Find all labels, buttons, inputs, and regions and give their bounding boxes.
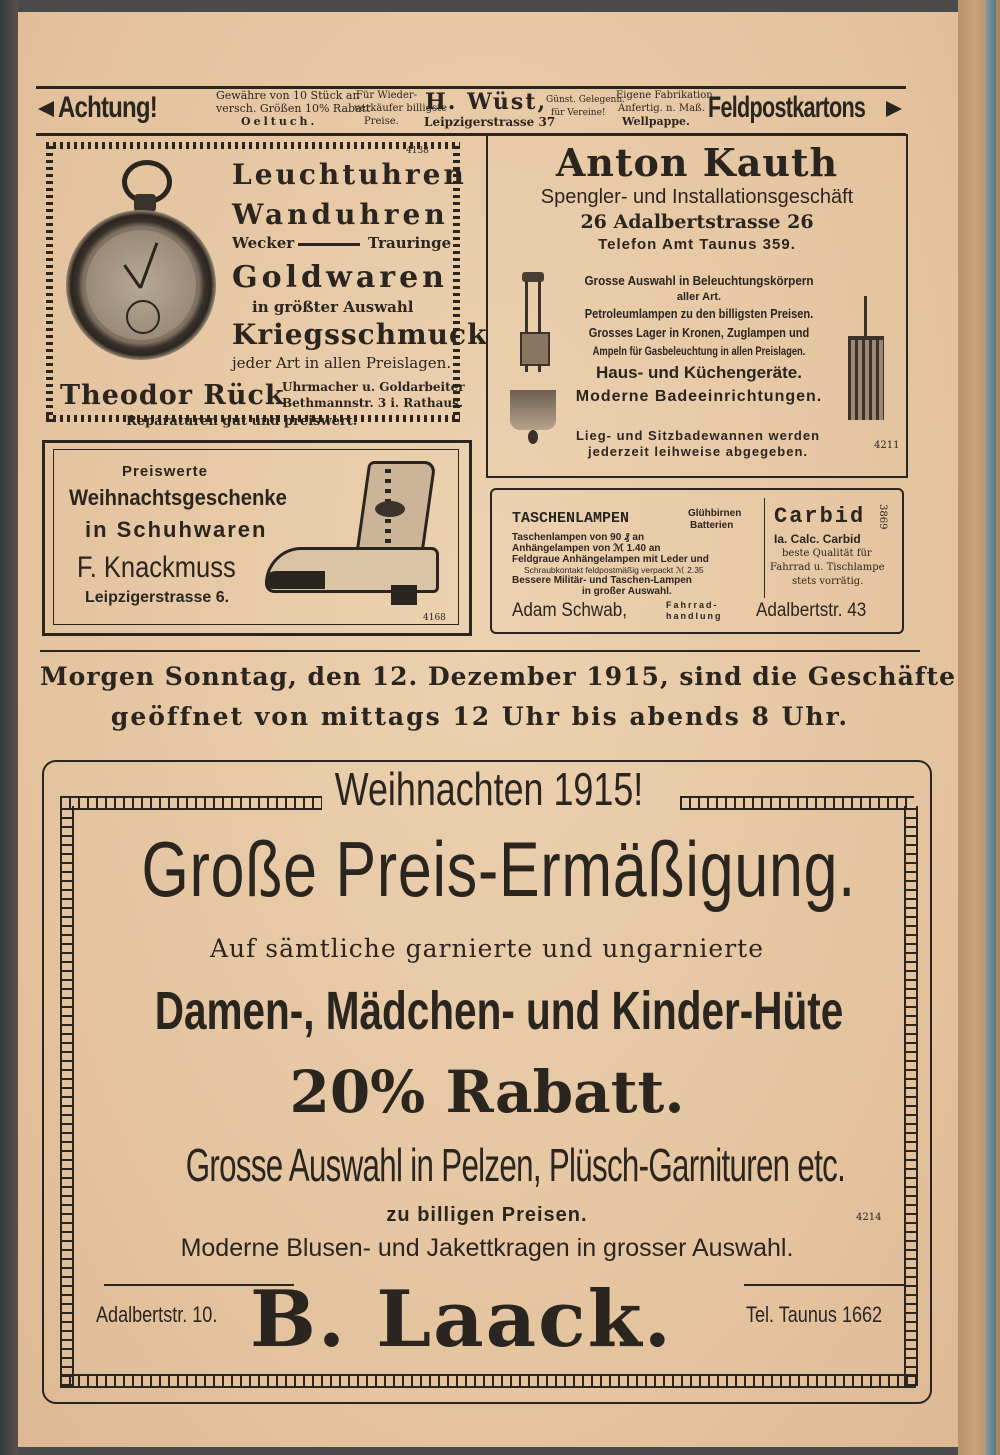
strip-col3-line1: Günst. Gelegenh. <box>546 95 626 105</box>
kauth-l1: Grosse Auswahl in Beleuchtungskörpern <box>584 273 814 288</box>
strip-col1-line2: versch. Größen 10% Rabatt <box>216 102 371 115</box>
schwab-ad <box>490 488 904 634</box>
kauth-l7: Moderne Badeeinrichtungen. <box>575 388 823 405</box>
kauth-trade: Spengler- und Installationsgeschäft <box>540 186 854 208</box>
boot-icon <box>265 461 455 611</box>
laack-l4: Grosse Auswahl in Pelzen, Plüsch-Garnituren etc. <box>185 1139 846 1191</box>
kauth-name: Anton Kauth <box>555 140 839 185</box>
laack-ad-number: 4214 <box>856 1212 882 1223</box>
kauth-l6: Haus- und Küchengeräte. <box>596 363 802 382</box>
schwab-sub1: Glühbirnen <box>688 508 742 519</box>
chain-border-bottom <box>60 1374 916 1388</box>
schwab-r5: Bessere Militär- und Taschen-Lampen <box>512 575 692 586</box>
rueck-line-trauringe: Trauringe <box>368 234 452 252</box>
kauth-phone: Telefon Amt Taunus 359. <box>598 236 796 253</box>
schwab-ad-number: 3869 <box>877 504 888 530</box>
rueck-line-wanduhren: Wanduhren <box>232 198 449 231</box>
pendant-lamp-icon <box>844 296 888 426</box>
laack-header: Weihnachten 1915! <box>334 763 644 815</box>
rueck-address: Bethmannstr. 3 i. Rathaus. <box>282 396 464 410</box>
notice-line1: Morgen Sonntag, den 12. Dezember 1915, sind die Geschäfte <box>40 662 957 691</box>
divider-arrow-icon <box>298 243 360 246</box>
wuest-name: H. Wüst, <box>425 89 548 115</box>
strip-col2-line2: verkäufer billigste <box>354 103 448 114</box>
left-arrow-icon <box>38 101 54 117</box>
kauth-l9: jederzeit leihweise abgegeben. <box>587 444 808 459</box>
knackmuss-ad <box>42 440 472 636</box>
strip-col1-line3: Oeltuch. <box>241 115 318 128</box>
strip-col1-line1: Gewähre von 10 Stück an <box>216 89 360 102</box>
carbid-c1: Ia. Calc. Carbid <box>774 532 861 546</box>
kauth-l3: Petroleumlampen zu den billigsten Preisen. <box>584 306 814 321</box>
rueck-line-wecker: Wecker <box>232 234 295 252</box>
feldpost-label: Feldpostkartons <box>708 91 866 124</box>
knackmuss-address: Leipzigerstrasse 6. <box>85 589 230 606</box>
rueck-line-auswahl: in größter Auswahl <box>252 298 414 316</box>
pocket-watch-icon <box>60 160 230 380</box>
achtung-label: Achtung! <box>58 91 157 124</box>
strip-col3-line2: für Vereine! <box>551 108 606 118</box>
carbid-c2: beste Qualität für <box>782 548 872 559</box>
schwab-name: Adam Schwab, <box>512 600 628 621</box>
laack-address: Adalbertstr. 10. <box>96 1302 218 1327</box>
book-left-edge <box>0 0 18 1455</box>
wuest-address: Leipzigerstrasse 37 <box>424 115 556 129</box>
knackmuss-l2: Weihnachtsgeschenke <box>69 485 287 510</box>
knackmuss-name: F. Knackmuss <box>77 551 236 584</box>
book-spine <box>958 0 1000 1455</box>
rueck-name: Theodor Rück <box>60 380 285 411</box>
kauth-l4: Grosses Lager in Kronen, Zuglampen und <box>588 325 810 340</box>
strip-col4-line2: Anfertig. n. Maß. <box>618 103 705 114</box>
right-arrow-icon <box>886 101 902 117</box>
laack-ad <box>42 760 932 1404</box>
rueck-line-kriegsschmuck: Kriegsschmuck <box>232 318 488 351</box>
schwab-trade2: handlung <box>666 611 723 621</box>
top-strip <box>36 86 906 136</box>
schwab-address: Adalbertstr. 43 <box>756 600 867 621</box>
laack-l3: 20% Rabatt. <box>289 1058 685 1126</box>
strip-col2-line1: Für Wieder- <box>356 90 418 101</box>
strip-col2-line3: Preise. <box>364 116 399 127</box>
laack-l1: Auf sämtliche garnierte und ungarnierte <box>209 934 765 963</box>
schwab-r6: in großer Auswahl. <box>582 586 672 597</box>
rueck-line-leuchtuhren: Leuchtuhren <box>232 158 467 191</box>
rueck-footer: Reparaturen gut und preiswert. <box>126 414 358 429</box>
schwab-sub2: Batterien <box>690 520 734 531</box>
laack-name: B. Laack. <box>250 1274 673 1365</box>
laack-l6: Moderne Blusen- und Jakettkragen in grosser Auswahl. <box>180 1234 794 1262</box>
chain-border-top-left <box>60 796 322 810</box>
kauth-ad <box>486 134 908 478</box>
kauth-ad-number: 4211 <box>874 440 900 451</box>
carbid-c4: stets vorrätig. <box>792 576 864 587</box>
carbid-c3: Fahrrad u. Tischlampe <box>770 562 885 573</box>
laack-headline: Große Preis-Ermäßigung. <box>141 825 856 913</box>
hanging-lamp-icon <box>510 272 556 452</box>
laack-l2: Damen-, Mädchen- und Kinder-Hüte <box>154 981 844 1041</box>
sunday-notice <box>40 650 957 752</box>
strip-col4-line1: Eigene Fabrikation <box>616 90 713 101</box>
kauth-l8: Lieg- und Sitzbadewannen werden <box>575 428 821 443</box>
chain-border-top-right <box>680 796 914 810</box>
knackmuss-ad-number: 4168 <box>423 613 446 623</box>
carbid-title: Carbid <box>774 504 866 529</box>
schwab-r3: Feldgraue Anhängelampen mit Leder und <box>512 554 709 565</box>
knackmuss-l3: in Schuhwaren <box>85 517 268 542</box>
rueck-ad <box>38 134 488 430</box>
schwab-r2: Anhängelampen von ℳ 1.40 an <box>512 543 661 554</box>
notice-line2: geöffnet von mittags 12 Uhr bis abends 8 Uhr. <box>110 702 850 731</box>
schwab-trade1: Fahrrad- <box>666 600 719 610</box>
rueck-line-goldwaren: Goldwaren <box>232 260 448 295</box>
rueck-line-preislagen: jeder Art in allen Preislagen. <box>232 354 452 372</box>
kauth-l2: aller Art. <box>676 291 722 303</box>
schwab-title: TASCHENLAMPEN <box>512 510 630 527</box>
rueck-trade: Uhrmacher u. Goldarbeiter <box>282 380 465 394</box>
laack-l5: zu billigen Preisen. <box>386 1204 588 1226</box>
rueck-ad-number: 4138 <box>406 146 429 156</box>
schwab-r4: Schraubkontakt feldpostmäßig verpackt ℳ 2.35 <box>524 565 704 575</box>
kauth-address: 26 Adalbertstrasse 26 <box>580 211 814 233</box>
laack-phone: Tel. Taunus 1662 <box>746 1302 883 1327</box>
knackmuss-l1: Preiswerte <box>122 463 208 480</box>
schwab-r1: Taschenlampen von 90 ₰ an <box>512 532 645 543</box>
kauth-l5: Ampeln für Gasbeleuchtung in allen Preislagen. <box>592 344 806 358</box>
strip-col4-line3: Wellpappe. <box>622 115 690 128</box>
